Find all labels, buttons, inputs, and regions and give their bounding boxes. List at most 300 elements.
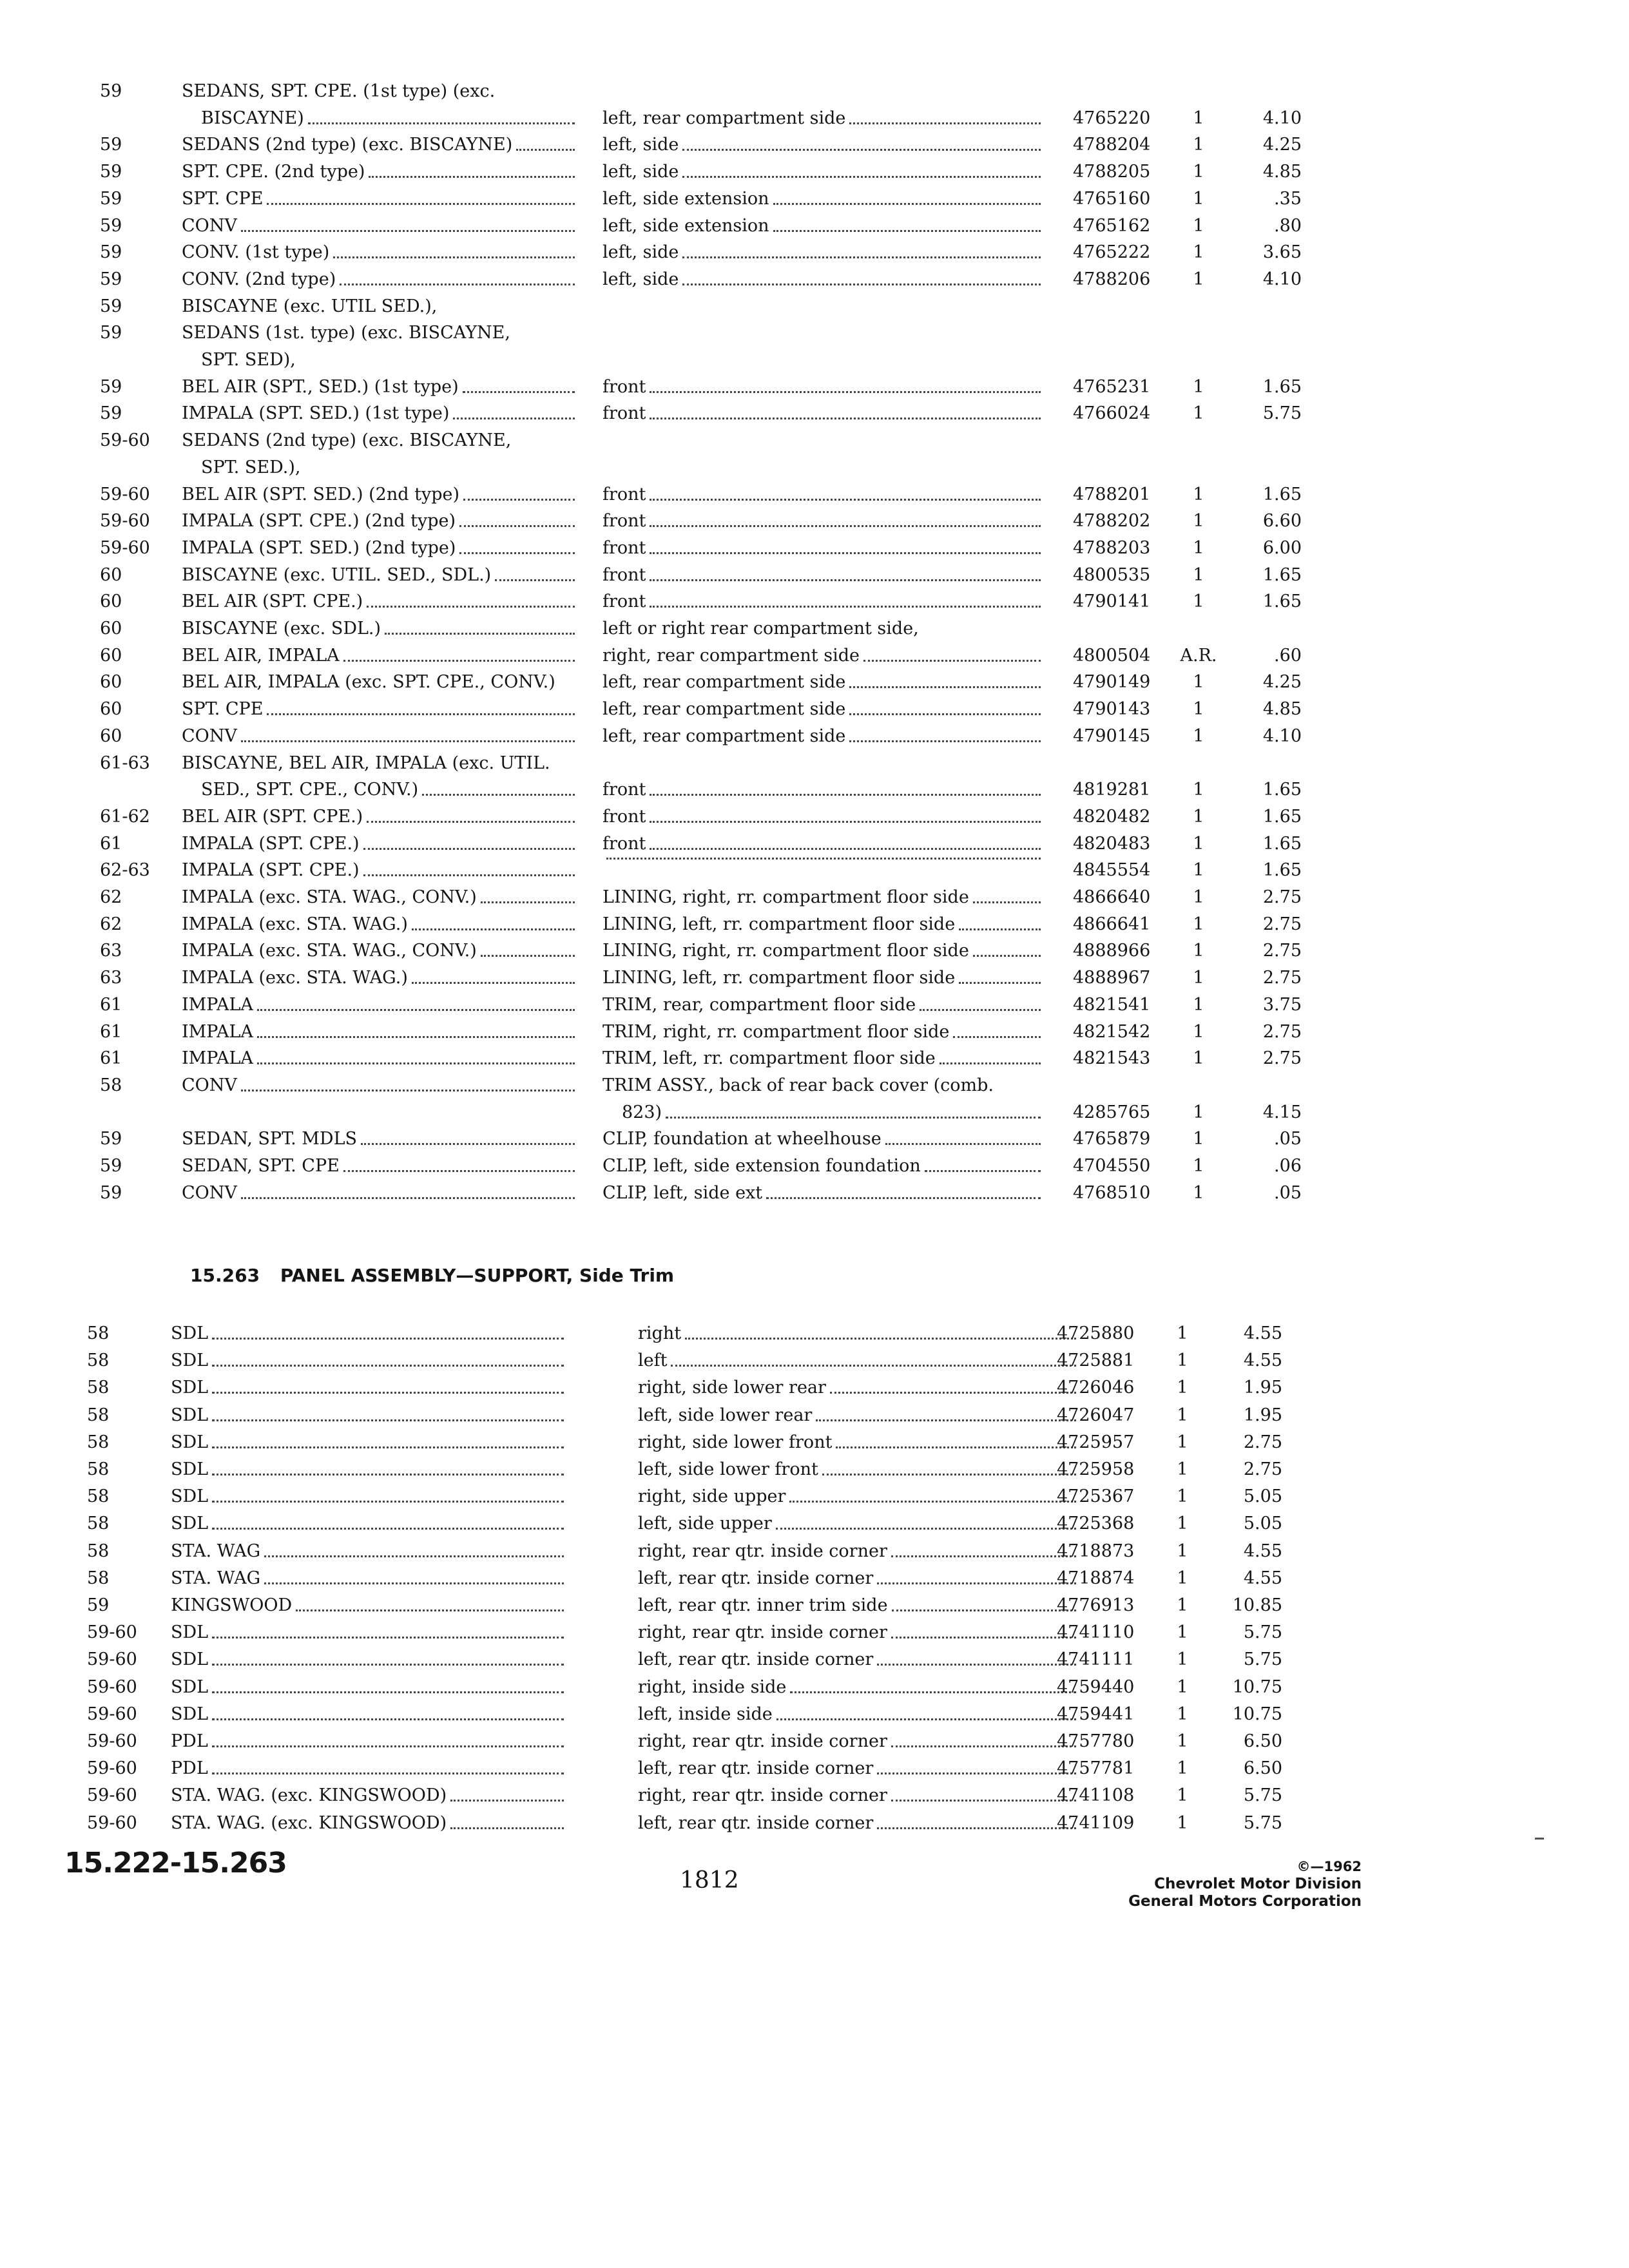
year-cell: 58: [87, 1378, 110, 1398]
table-row: [0, 1375, 1629, 1402]
year-cell: 59: [100, 403, 122, 424]
model-cell: IMPALA: [182, 992, 581, 1018]
description-cell: front: [602, 482, 1047, 508]
description-cell: left, rear qtr. inside corner: [638, 1756, 1083, 1782]
table-row: [0, 938, 1629, 965]
description-cell: TRIM, rear, compartment floor side: [602, 992, 1047, 1018]
price-cell: 2.75: [1262, 887, 1302, 907]
price-cell: 4.25: [1262, 135, 1302, 155]
model-cell: SDL: [171, 1675, 570, 1700]
model-cell: SDL: [171, 1430, 570, 1456]
quantity-cell: 1: [1193, 672, 1204, 693]
price-cell: 6.50: [1243, 1758, 1282, 1779]
description-cell: CLIP, left, side ext: [602, 1180, 1047, 1206]
table-row: [0, 401, 1629, 428]
quantity-cell: 1: [1193, 1129, 1204, 1149]
description-cell: left, side: [602, 267, 1047, 293]
part-number-cell: 4757780: [1057, 1731, 1135, 1751]
table-row: [0, 186, 1629, 213]
part-number-cell: 4768510: [1073, 1182, 1151, 1203]
quantity-cell: 1: [1193, 699, 1204, 720]
model-cell: SDL: [171, 1403, 570, 1428]
year-cell: 61-62: [100, 806, 150, 827]
year-cell: 58: [87, 1568, 110, 1588]
model-cell: SEDANS (2nd type) (exc. BISCAYNE): [182, 132, 581, 158]
model-cell: BISCAYNE (exc. SDL.): [182, 616, 581, 642]
table-row: [0, 858, 1629, 885]
price-cell: 6.60: [1262, 511, 1302, 532]
model-cell: SPT. CPE: [182, 697, 581, 722]
margin-dash-mark: [1535, 1838, 1544, 1840]
part-number-cell: 4765160: [1073, 188, 1151, 209]
price-cell: 1.95: [1243, 1378, 1282, 1398]
price-cell: 1.65: [1262, 780, 1302, 800]
description-cell: left, side lower rear: [638, 1403, 1083, 1428]
description-cell: LINING, left, rr. compartment floor side: [602, 912, 1047, 937]
model-cell: IMPALA (SPT. CPE.): [182, 831, 581, 857]
year-cell: 63: [100, 968, 122, 988]
year-cell: 61: [100, 994, 122, 1015]
model-cell: IMPALA (exc. STA. WAG., CONV.): [182, 885, 581, 910]
model-cell: SDL: [171, 1321, 570, 1347]
quantity-cell: 1: [1177, 1514, 1188, 1534]
part-number-cell: 4788204: [1073, 135, 1151, 155]
year-cell: 59-60: [100, 430, 150, 451]
part-number-cell: 4704550: [1073, 1156, 1151, 1176]
quantity-cell: A.R.: [1180, 645, 1217, 666]
model-cell: IMPALA (exc. STA. WAG.): [182, 912, 581, 937]
price-cell: .06: [1274, 1156, 1302, 1176]
part-number-cell: 4285765: [1073, 1102, 1151, 1122]
description-cell: front: [602, 831, 1047, 857]
table-row: [0, 1593, 1629, 1620]
quantity-cell: 1: [1193, 564, 1204, 585]
part-number-cell: 4790141: [1073, 591, 1151, 612]
table-row: [0, 643, 1629, 670]
model-cell: IMPALA (SPT. SED.) (2nd type): [182, 535, 581, 561]
description-cell: CLIP, foundation at wheelhouse: [602, 1126, 1047, 1152]
quantity-cell: 1: [1193, 215, 1204, 236]
part-number-cell: 4725957: [1057, 1432, 1135, 1452]
model-cell: SDL: [171, 1375, 570, 1401]
year-cell: 59: [100, 1182, 122, 1203]
part-number-cell: 4726046: [1057, 1378, 1135, 1398]
description-cell: left, side: [602, 159, 1047, 185]
quantity-cell: 1: [1193, 269, 1204, 289]
price-cell: 4.55: [1243, 1541, 1282, 1561]
model-cell: SDL: [171, 1702, 570, 1727]
table-row: [0, 1811, 1629, 1838]
year-cell: 62: [100, 887, 122, 907]
part-number-cell: 4776913: [1057, 1595, 1135, 1615]
quantity-cell: 1: [1193, 994, 1204, 1015]
price-cell: 5.75: [1243, 1785, 1282, 1806]
year-cell: 59-60: [87, 1758, 137, 1779]
model-cell: KINGSWOOD: [171, 1593, 570, 1619]
year-cell: 59-60: [87, 1731, 137, 1751]
price-cell: 4.15: [1262, 1102, 1302, 1122]
description-cell: right, rear compartment side: [602, 643, 1047, 669]
price-cell: 4.55: [1243, 1568, 1282, 1588]
description-cell: left, side lower front: [638, 1457, 1083, 1483]
table-row: [0, 589, 1629, 616]
description-cell: left, side: [602, 240, 1047, 265]
price-cell: 4.25: [1262, 672, 1302, 693]
year-cell: 58: [87, 1514, 110, 1534]
price-cell: 5.75: [1243, 1812, 1282, 1833]
table-row: [0, 1100, 1629, 1127]
part-number-cell: 4726047: [1057, 1405, 1135, 1425]
year-cell: 58: [87, 1350, 110, 1371]
model-cell: SEDAN, SPT. CPE: [182, 1153, 581, 1179]
quantity-cell: 1: [1193, 242, 1204, 263]
quantity-cell: 1: [1177, 1622, 1188, 1643]
table-row: [0, 885, 1629, 912]
year-cell: 60: [100, 726, 122, 746]
part-number-cell: 4741111: [1057, 1649, 1135, 1670]
price-cell: 2.75: [1262, 968, 1302, 988]
model-cell: BEL AIR, IMPALA (exc. SPT. CPE., CONV.): [182, 672, 555, 693]
table-row: [0, 669, 1629, 697]
quantity-cell: 1: [1193, 1156, 1204, 1176]
price-cell: 5.75: [1243, 1649, 1282, 1670]
model-cell: BISCAYNE (exc. UTIL. SED., SDL.): [182, 562, 581, 588]
price-cell: 1.95: [1243, 1405, 1282, 1425]
division-name: Chevrolet Motor Division: [1154, 1876, 1362, 1892]
description-cell: left or right rear compartment side,: [602, 619, 919, 639]
description-cell: front: [602, 401, 1047, 427]
year-cell: 61: [100, 1048, 122, 1069]
year-cell: 58: [87, 1323, 110, 1343]
price-cell: 4.85: [1262, 162, 1302, 182]
year-cell: 59-60: [87, 1649, 137, 1670]
table-row: [0, 1321, 1629, 1348]
model-cell: IMPALA (SPT. CPE.) (2nd type): [182, 508, 581, 534]
part-number-cell: 4820483: [1073, 833, 1151, 854]
table-row: [0, 724, 1629, 751]
table-row: [0, 697, 1629, 724]
price-cell: 10.75: [1232, 1677, 1282, 1697]
section-number: 15.263: [190, 1265, 260, 1286]
quantity-cell: 1: [1193, 1048, 1204, 1069]
description-cell: right, rear qtr. inside corner: [638, 1539, 1083, 1564]
quantity-cell: 1: [1177, 1350, 1188, 1371]
table-row: [0, 294, 1629, 321]
part-number-cell: 4790145: [1073, 726, 1151, 746]
part-number-cell: 4790149: [1073, 672, 1151, 693]
table-row: [0, 1566, 1629, 1593]
year-cell: 59: [100, 323, 122, 343]
price-cell: 1.65: [1262, 484, 1302, 505]
table-row: [0, 1126, 1629, 1153]
quantity-cell: 1: [1177, 1568, 1188, 1588]
description-cell: TRIM, right, rr. compartment floor side: [602, 1019, 1047, 1045]
quantity-cell: 1: [1177, 1541, 1188, 1561]
year-cell: 61: [100, 833, 122, 854]
price-cell: 4.55: [1243, 1350, 1282, 1371]
model-cell: SPT. SED),: [201, 350, 296, 370]
year-cell: 60: [100, 699, 122, 720]
table-row: [0, 1729, 1629, 1756]
year-cell: 59: [100, 376, 122, 397]
model-cell: SED., SPT. CPE., CONV.): [182, 777, 581, 803]
quantity-cell: 1: [1193, 806, 1204, 827]
table-row: [0, 1348, 1629, 1375]
table-row: [0, 1511, 1629, 1538]
part-number-cell: 4790143: [1073, 699, 1151, 720]
description-cell: left, rear compartment side: [602, 697, 1047, 722]
table-row: [0, 347, 1629, 374]
table-row: [0, 992, 1629, 1019]
model-cell: STA. WAG. (exc. KINGSWOOD): [171, 1811, 570, 1836]
year-cell: 59-60: [87, 1812, 137, 1833]
part-number-cell: 4725880: [1057, 1323, 1135, 1343]
part-number-cell: 4725368: [1057, 1514, 1135, 1534]
model-cell: IMPALA: [182, 1046, 581, 1072]
model-cell: CONV: [182, 213, 581, 239]
model-cell: BISCAYNE, BEL AIR, IMPALA (exc. UTIL.: [182, 753, 550, 773]
part-number-cell: 4819281: [1073, 780, 1151, 800]
year-cell: 58: [87, 1459, 110, 1479]
quantity-cell: 1: [1177, 1704, 1188, 1724]
quantity-cell: 1: [1193, 833, 1204, 854]
price-cell: 5.05: [1243, 1514, 1282, 1534]
part-number-cell: 4821541: [1073, 994, 1151, 1015]
description-cell: right, rear qtr. inside corner: [638, 1620, 1083, 1646]
table-row: [0, 751, 1629, 778]
quantity-cell: 1: [1177, 1785, 1188, 1806]
price-cell: .05: [1274, 1182, 1302, 1203]
table-row: [0, 1702, 1629, 1729]
description-cell: front: [602, 804, 1047, 830]
model-cell: STA. WAG: [171, 1566, 570, 1591]
price-cell: 4.10: [1262, 269, 1302, 289]
year-cell: 59: [100, 1156, 122, 1176]
model-cell: IMPALA (SPT. CPE.): [182, 858, 581, 883]
year-cell: 59: [100, 162, 122, 182]
year-cell: 59-60: [100, 511, 150, 532]
description-cell: right, side upper: [638, 1484, 1083, 1510]
description-cell: LINING, right, rr. compartment floor side: [602, 885, 1047, 910]
table-row: [0, 374, 1629, 401]
table-row: [0, 912, 1629, 939]
part-number-cell: 4765231: [1073, 376, 1151, 397]
quantity-cell: 1: [1177, 1378, 1188, 1398]
part-number-cell: 4788205: [1073, 162, 1151, 182]
description-cell: left, side: [602, 132, 1047, 158]
part-number-cell: 4820482: [1073, 806, 1151, 827]
description-cell: left, side extension: [602, 213, 1047, 239]
part-number-cell: 4765162: [1073, 215, 1151, 236]
part-number-cell: 4866641: [1073, 914, 1151, 934]
price-cell: .05: [1274, 1129, 1302, 1149]
table-row: [0, 1403, 1629, 1430]
model-cell: STA. WAG. (exc. KINGSWOOD): [171, 1783, 570, 1809]
quantity-cell: 1: [1177, 1812, 1188, 1833]
quantity-cell: 1: [1193, 968, 1204, 988]
model-cell: SDL: [171, 1348, 570, 1374]
part-number-cell: 4741109: [1057, 1812, 1135, 1833]
table-row: [0, 804, 1629, 831]
part-number-cell: 4766024: [1073, 403, 1151, 424]
price-cell: 5.05: [1243, 1486, 1282, 1507]
price-cell: .80: [1274, 215, 1302, 236]
part-number-cell: 4718873: [1057, 1541, 1135, 1561]
price-cell: 6.50: [1243, 1731, 1282, 1751]
year-cell: 60: [100, 645, 122, 666]
table-row: [0, 1430, 1629, 1457]
model-cell: BISCAYNE): [182, 106, 581, 131]
year-cell: 59: [100, 215, 122, 236]
price-cell: 4.10: [1262, 108, 1302, 128]
year-cell: 59: [100, 242, 122, 263]
description-cell: right, side lower rear: [638, 1375, 1083, 1401]
price-cell: 10.75: [1232, 1704, 1282, 1724]
table-row: [0, 508, 1629, 535]
price-cell: 5.75: [1262, 403, 1302, 424]
year-cell: 59-60: [87, 1785, 137, 1806]
model-cell: SDL: [171, 1511, 570, 1537]
description-cell: front: [602, 777, 1047, 803]
quantity-cell: 1: [1193, 1182, 1204, 1203]
copyright-block: [1128, 1858, 1362, 1910]
price-cell: 1.65: [1262, 376, 1302, 397]
part-number-cell: 4800504: [1073, 645, 1151, 666]
year-cell: 58: [100, 1075, 122, 1095]
year-cell: 62: [100, 914, 122, 934]
description-cell: TRIM ASSY., back of rear back cover (comb.: [602, 1075, 994, 1095]
quantity-cell: 1: [1193, 108, 1204, 128]
year-cell: 59: [100, 1129, 122, 1149]
model-cell: SPT. CPE: [182, 186, 581, 212]
part-number-cell: 4741108: [1057, 1785, 1135, 1806]
table-row: [0, 1019, 1629, 1046]
price-cell: 10.85: [1232, 1595, 1282, 1615]
model-cell: BEL AIR (SPT. CPE.): [182, 804, 581, 830]
part-number-cell: 4788202: [1073, 511, 1151, 532]
description-cell: right, rear qtr. inside corner: [638, 1729, 1083, 1754]
price-cell: 5.75: [1243, 1622, 1282, 1643]
table-row: [0, 1620, 1629, 1647]
description-cell: front: [602, 562, 1047, 588]
model-cell: STA. WAG: [171, 1539, 570, 1564]
quantity-cell: 1: [1177, 1459, 1188, 1479]
price-cell: 6.00: [1262, 537, 1302, 558]
year-cell: 59-60: [87, 1622, 137, 1643]
part-number-cell: 4788201: [1073, 484, 1151, 505]
model-cell: SEDAN, SPT. MDLS: [182, 1126, 581, 1152]
model-cell: IMPALA (exc. STA. WAG., CONV.): [182, 938, 581, 964]
copyright-year: ©—1962: [1296, 1859, 1362, 1874]
part-number-cell: 4725958: [1057, 1459, 1135, 1479]
table-row: [0, 562, 1629, 590]
price-cell: 2.75: [1262, 1048, 1302, 1069]
price-cell: .60: [1274, 645, 1302, 666]
price-cell: 1.65: [1262, 806, 1302, 827]
model-cell: SEDANS, SPT. CPE. (1st type) (exc.: [182, 81, 496, 101]
quantity-cell: 1: [1193, 188, 1204, 209]
price-cell: 4.85: [1262, 699, 1302, 720]
quantity-cell: 1: [1193, 511, 1204, 532]
table-row: [0, 965, 1629, 992]
year-cell: 62-63: [100, 860, 150, 881]
model-cell: SEDANS (1st. type) (exc. BISCAYNE,: [182, 323, 510, 343]
year-cell: 60: [100, 564, 122, 585]
table-row: [0, 1675, 1629, 1702]
quantity-cell: 1: [1193, 162, 1204, 182]
table-row: [0, 1153, 1629, 1180]
price-cell: 2.75: [1243, 1432, 1282, 1452]
model-cell: SDL: [171, 1457, 570, 1483]
model-cell: CONV: [182, 724, 581, 749]
part-number-cell: 4888967: [1073, 968, 1151, 988]
quantity-cell: 1: [1193, 860, 1204, 881]
section-title-text: PANEL ASSEMBLY—SUPPORT, Side Trim: [280, 1265, 675, 1286]
description-cell: left, side extension: [602, 186, 1047, 212]
part-number-cell: 4759441: [1057, 1704, 1135, 1724]
description-cell: [602, 858, 1047, 867]
quantity-cell: 1: [1193, 914, 1204, 934]
model-cell: BEL AIR (SPT. SED.) (2nd type): [182, 482, 581, 508]
model-cell: SEDANS (2nd type) (exc. BISCAYNE,: [182, 430, 512, 451]
year-cell: 59-60: [100, 537, 150, 558]
quantity-cell: 1: [1177, 1758, 1188, 1779]
model-cell: SDL: [171, 1647, 570, 1673]
model-cell: BEL AIR (SPT. CPE.): [182, 589, 581, 615]
quantity-cell: 1: [1193, 726, 1204, 746]
price-cell: 2.75: [1243, 1459, 1282, 1479]
description-cell: CLIP, left, side extension foundation: [602, 1153, 1047, 1179]
part-number-cell: 4821542: [1073, 1021, 1151, 1042]
part-number-cell: 4725881: [1057, 1350, 1135, 1371]
table-row: [0, 1073, 1629, 1100]
description-cell: front: [602, 589, 1047, 615]
description-cell: left, rear compartment side: [602, 106, 1047, 131]
quantity-cell: 1: [1193, 1102, 1204, 1122]
year-cell: 60: [100, 619, 122, 639]
quantity-cell: 1: [1193, 1021, 1204, 1042]
quantity-cell: 1: [1177, 1731, 1188, 1751]
table-row: [0, 1539, 1629, 1566]
description-cell: right, rear qtr. inside corner: [638, 1783, 1083, 1809]
part-number-cell: 4741110: [1057, 1622, 1135, 1643]
table-row: [0, 1046, 1629, 1073]
quantity-cell: 1: [1193, 941, 1204, 961]
year-cell: 59: [100, 188, 122, 209]
model-cell: CONV: [182, 1180, 581, 1206]
table-row: [0, 777, 1629, 804]
part-number-cell: 4800535: [1073, 564, 1151, 585]
quantity-cell: 1: [1177, 1649, 1188, 1670]
price-cell: 1.65: [1262, 564, 1302, 585]
quantity-cell: 1: [1193, 403, 1204, 424]
quantity-cell: 1: [1193, 484, 1204, 505]
part-number-cell: 4759440: [1057, 1677, 1135, 1697]
model-cell: PDL: [171, 1729, 570, 1754]
part-number-cell: 4765222: [1073, 242, 1151, 263]
table-row: [0, 106, 1629, 133]
table-row: [0, 240, 1629, 267]
model-cell: CONV. (1st type): [182, 240, 581, 265]
part-number-cell: 4821543: [1073, 1048, 1151, 1069]
quantity-cell: 1: [1177, 1432, 1188, 1452]
table-row: [0, 831, 1629, 858]
table-row: [0, 1783, 1629, 1810]
model-cell: SPT. CPE. (2nd type): [182, 159, 581, 185]
price-cell: 3.75: [1262, 994, 1302, 1015]
year-cell: 59-60: [87, 1677, 137, 1697]
table-row: [0, 79, 1629, 106]
